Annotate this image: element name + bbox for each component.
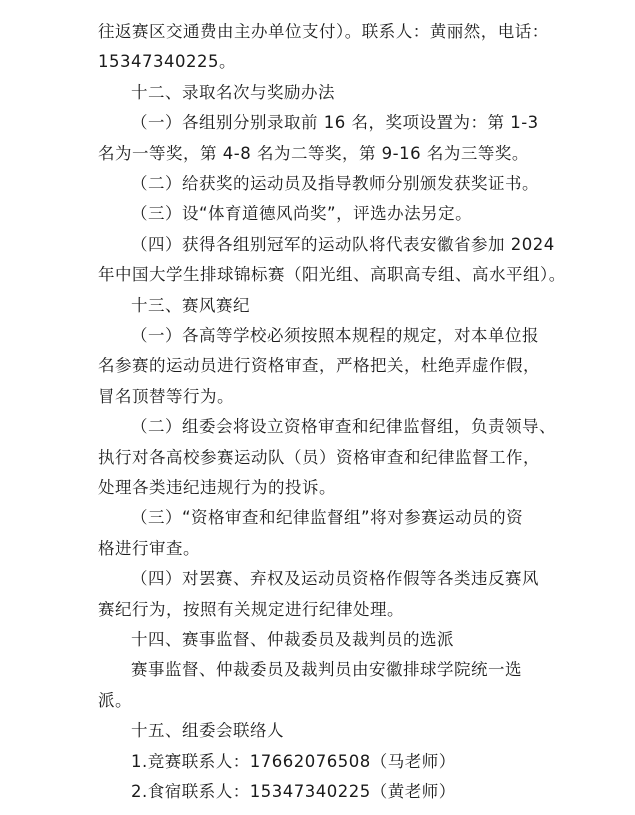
- paragraph-line: 年中国大学生排球锦标赛（阳光组、高职高专组、高水平组）。: [98, 265, 566, 285]
- paragraph-line: 15347340225。: [98, 52, 236, 72]
- paragraph-line: （三）“资格审查和纪律监督组”将对参赛运动员的资: [131, 508, 524, 528]
- paragraph-line: （四）获得各组别冠军的运动队将代表安徽省参加 2024: [131, 234, 555, 254]
- paragraph-line: 赛纪行为，按照有关规定进行纪律处理。: [98, 599, 404, 619]
- paragraph-line: （二）组委会将设立资格审查和纪律监督组，负责领导、: [131, 417, 556, 437]
- paragraph-line: （二）给获奖的运动员及指导教师分别颁发获奖证书。: [131, 174, 539, 193]
- contact-line: 2.食宿联系人：15347340225（黄老师）: [131, 782, 456, 801]
- paragraph-line: 处理各类违纪违规行为的投诉。: [98, 478, 336, 497]
- paragraph-line: 格进行审查。: [98, 538, 200, 558]
- paragraph-line: 派。: [98, 690, 132, 710]
- section-heading: 十二、录取名次与奖励办法: [131, 82, 335, 102]
- paragraph-line: （一）各组别分别录取前 16 名，奖项设置为：第 1-3: [131, 113, 539, 133]
- section-heading: 十三、赛风赛纪: [131, 295, 250, 315]
- paragraph-line: （一）各高等学校必须按照本规程的规定，对本单位报: [131, 326, 539, 345]
- paragraph-line: 执行对各高校参赛运动队（员）资格审查和纪律监督工作，: [98, 447, 540, 467]
- contact-line: 1.竞赛联系人：17662076508（马老师）: [131, 751, 456, 771]
- paragraph-line: 名为一等奖，第 4-8 名为二等奖，第 9-16 名为三等奖。: [98, 143, 529, 163]
- paragraph-line: 名参赛的运动员进行资格审查，严格把关，杜绝弄虚作假，: [98, 356, 540, 376]
- paragraph-line: 冒名顶替等行为。: [98, 386, 234, 406]
- paragraph-line: （四）对罢赛、弃权及运动员资格作假等各类违反赛风: [131, 569, 539, 589]
- section-heading: 十四、赛事监督、仲裁委员及裁判员的选派: [131, 630, 454, 649]
- paragraph-line: 往返赛区交通费由主办单位支付）。联系人：黄丽然，电话：: [98, 22, 549, 41]
- section-heading: 十五、组委会联络人: [131, 721, 284, 741]
- paragraph-line: （三）设“体育道德风尚奖”，评选办法另定。: [131, 204, 473, 224]
- paragraph-line: 赛事监督、仲裁委员及裁判员由安徽排球学院统一选: [131, 660, 522, 680]
